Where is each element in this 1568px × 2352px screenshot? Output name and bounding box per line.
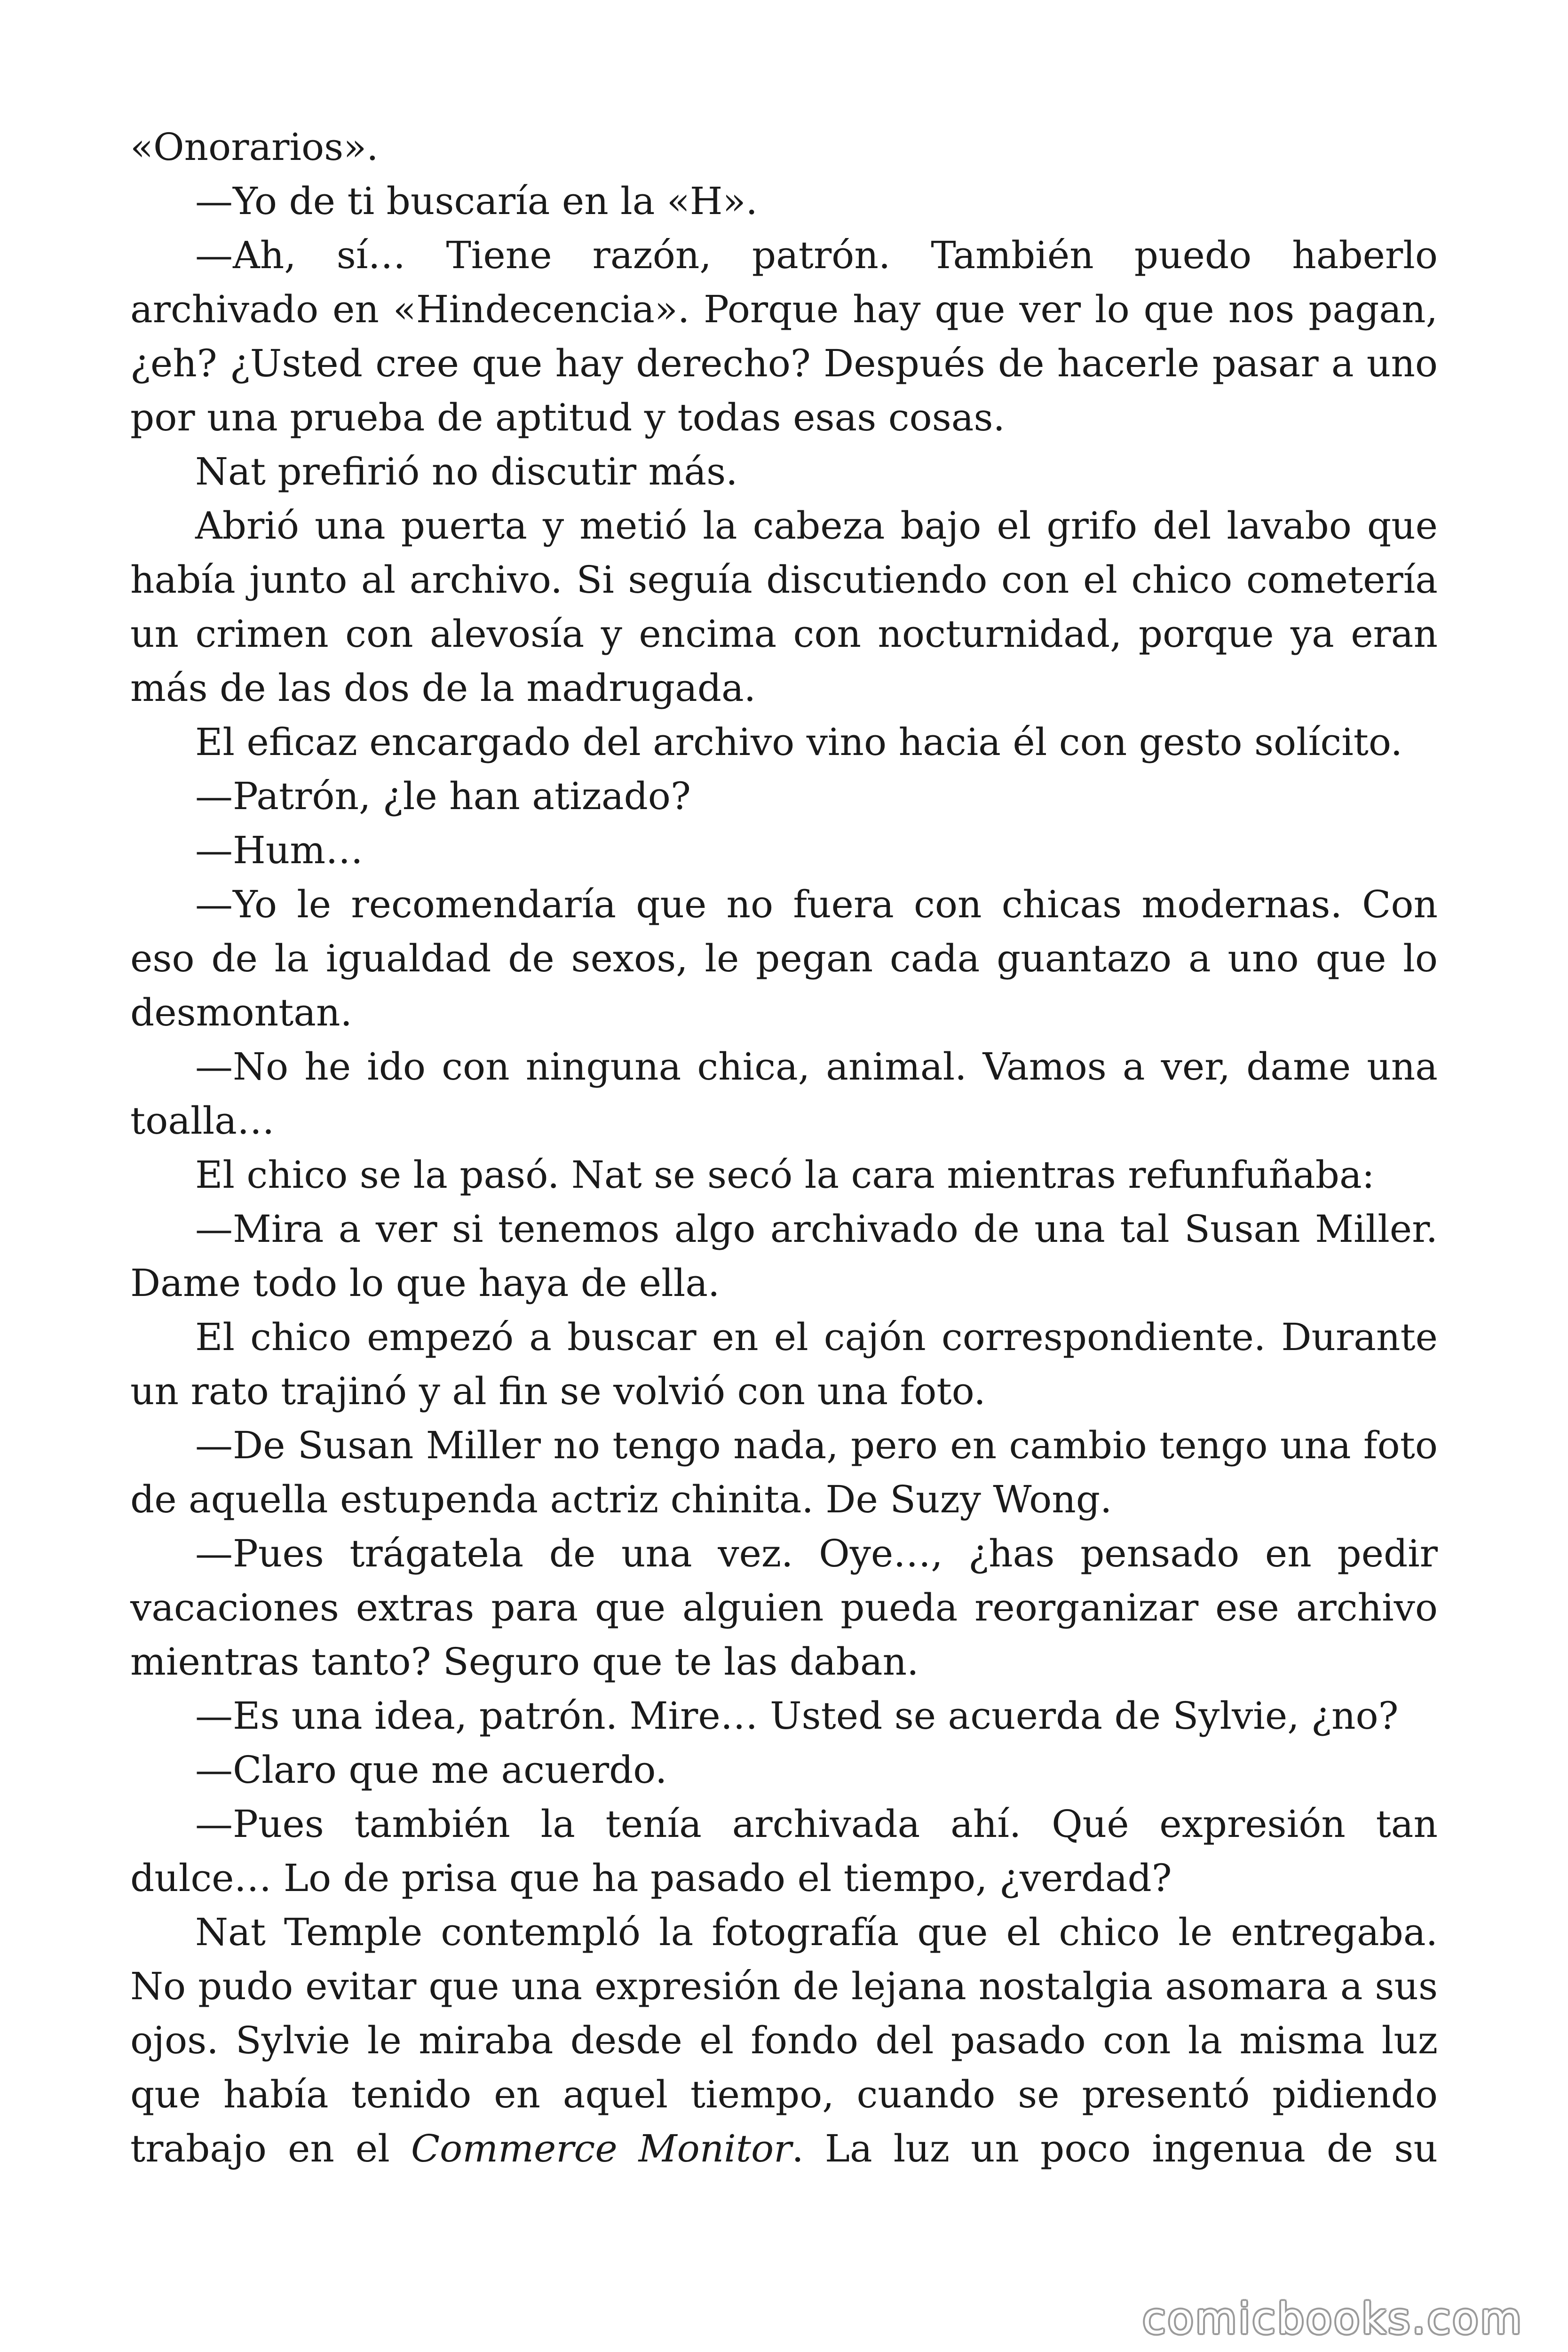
paragraph: Nat prefirió no discutir más.: [195, 450, 738, 493]
paragraph: El chico se la pasó. Nat se secó la cara mientras refunfuñaba:: [195, 1153, 1375, 1197]
body-text: [130, 120, 1438, 2176]
paragraph-text: Nat Temple contempló la fotografía que el chico le entregaba. No pudo evitar que una expresión de lejana nostalgia asomara a sus ojos. Sylvie le miraba desde el fondo del pasado con la misma luz que había tenido en aquel tiempo, cuando se presentó pidiendo trabajo en el: [130, 1910, 1438, 2170]
paragraph: —No he ido con ninguna chica, animal. Vamos a ver, dame una toalla…: [130, 1045, 1438, 1143]
watermark: comicbooks.com: [1142, 2294, 1523, 2344]
paragraph: —Es una idea, patrón. Mire… Usted se acuerda de Sylvie, ¿no?: [195, 1694, 1399, 1738]
paragraph: —Pues también la tenía archivada ahí. Qué expresión tan dulce… Lo de prisa que ha pasado el tiempo, ¿verdad?: [130, 1802, 1438, 1900]
paragraph-text: . La luz un poco ingenua de su: [792, 2127, 1438, 2170]
paragraph: —Yo le recomendaría que no fuera con chicas modernas. Con eso de la igualdad de sexos, le pegan cada guantazo a uno que lo desmontan.: [130, 882, 1438, 1034]
paragraph: «Onorarios».: [130, 125, 379, 169]
paragraph: —Yo de ti buscaría en la «H».: [195, 179, 758, 223]
paragraph-continued: [130, 1905, 1438, 2176]
paragraph: —Hum…: [195, 828, 364, 872]
paragraph: El eficaz encargado del archivo vino hacia él con gesto solícito.: [195, 720, 1403, 764]
paragraph: El chico empezó a buscar en el cajón correspondiente. Durante un rato trajinó y al fin se volvió con una foto.: [130, 1315, 1438, 1413]
paragraph: —Claro que me acuerdo.: [195, 1748, 667, 1792]
paragraph: —Patrón, ¿le han atizado?: [195, 774, 691, 818]
paragraph: —De Susan Miller no tengo nada, pero en cambio tengo una foto de aquella estupenda actriz chinita. De Suzy Wong.: [130, 1423, 1438, 1521]
paragraph: Abrió una puerta y metió la cabeza bajo el grifo del lavabo que había junto al archivo. Si seguía discutiendo con el chico cometería un crimen con alevosía y encima con nocturnidad, porque ya eran más de las dos de la madrugada.: [130, 504, 1438, 710]
paragraph: —Mira a ver si tenemos algo archivado de una tal Susan Miller. Dame todo lo que haya de ella.: [130, 1207, 1438, 1305]
newspaper-title: Commerce Monitor: [411, 2127, 792, 2170]
paragraph: —Ah, sí… Tiene razón, patrón. También puedo haberlo archivado en «Hindecencia». Porque hay que ver lo que nos pagan, ¿eh? ¿Usted cree que hay derecho? Después de hacerle pasar a uno por una prueba de aptitud y todas esas cosas.: [130, 233, 1438, 439]
paragraph: —Pues trágatela de una vez. Oye…, ¿has pensado en pedir vacaciones extras para que alguien pueda reorganizar ese archivo mientras tanto? Seguro que te las daban.: [130, 1532, 1438, 1684]
